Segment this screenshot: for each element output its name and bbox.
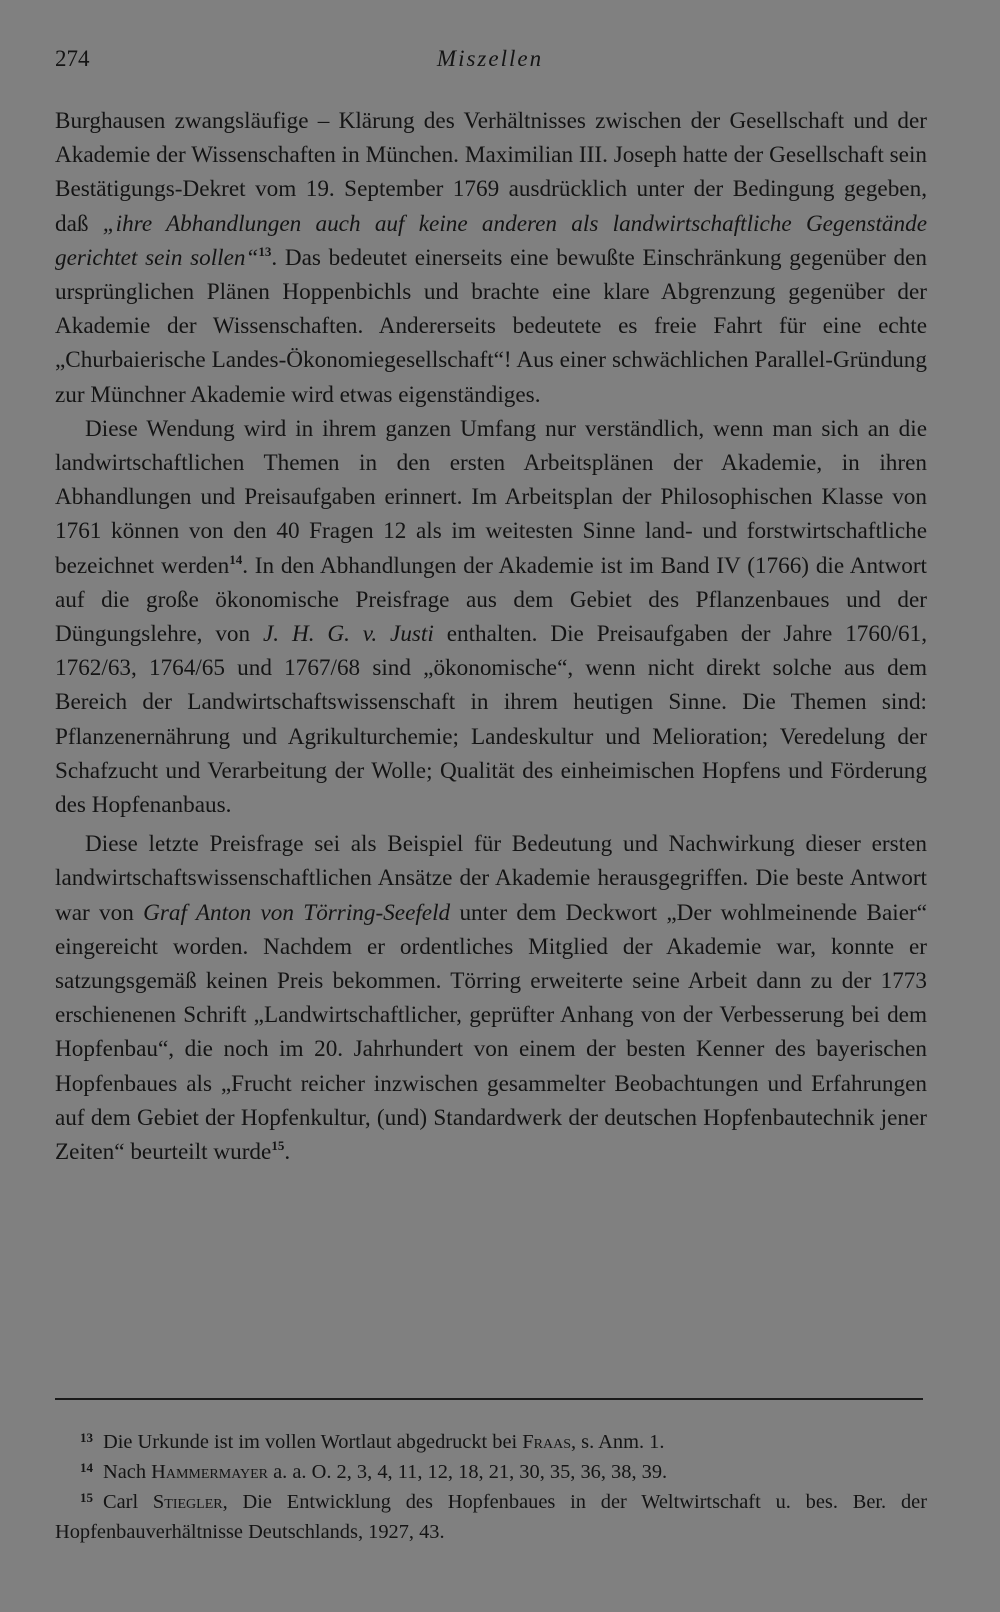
running-head: Miszellen xyxy=(436,46,544,71)
footnote-15 xyxy=(55,1487,927,1547)
footnote-15-text-a: Carl xyxy=(103,1491,153,1513)
footnote-13 xyxy=(55,1427,927,1457)
footnote-13-text-b: , s. Anm. 1. xyxy=(570,1431,665,1453)
footnote-15-author: Stiegler xyxy=(152,1491,223,1513)
footnote-number-13: 13 xyxy=(80,1430,93,1445)
body-text xyxy=(55,104,927,1169)
paragraph-3-text-c: . xyxy=(284,1139,291,1166)
paragraph-3-text-a: Diese letzte Preisfrage sei als Beispiel für Bedeutung und Nachwirkung dieser ersten landwirtschaftswissenschaftlichen Ansätze der Akademie herausgegriffen. Die beste Antwort war von xyxy=(55,831,927,926)
paragraph-1-text-a: Burghausen zwangsläufige – Klärung des Verhältnisses zwischen der Gesellschaft und der Akademie der Wissenschaften in München. Maximilian III. Joseph hatte der Gesellschaft sein Bestätigungs-Dekret vom 19. September 1769 ausdrücklich unter der Bedingung gegeben, daß xyxy=(55,108,927,237)
footnote-15-text-b: , Die Entwicklung des Hopfenbaues in der Weltwirtschaft u. bes. Ber. der Hopfenbauverhältnisse Deutschlands, 1927, 43. xyxy=(55,1491,927,1543)
footnote-14-text-a: Nach xyxy=(103,1461,152,1483)
paragraph-3-text-b: unter dem Deckwort „Der wohlmeinende Baier“ eingereicht worden. Nachdem er ordentliches Mitglied der Akademie war, konnte er satzungsgemäß keinen Preis bekommen. Törring erweiterte seine Arbeit dann zu der 1773 erschienenen Schrift „Landwirtschaftlicher, geprüfter Anhang von der Verbesserung bei dem Hopfenbau“, die noch im 20. Jahrhundert von einem der besten Kenner des bayerischen Hopfenbaues als „Frucht reicher inzwischen gesammelter Beobachtungen und Erfahrungen auf dem Gebiet der Hopfenkultur, (und) Standardwerk der deutschen Hopfenbautechnik jener Zeiten“ beurteilt wurde xyxy=(55,899,927,1166)
footnote-divider xyxy=(55,1398,923,1400)
footnote-ref-14[interactable]: 14 xyxy=(229,551,243,567)
footnote-number-15: 15 xyxy=(80,1490,93,1505)
footnote-14-author: Hammermayer xyxy=(151,1461,269,1483)
footnote-14-text-b: a. a. O. 2, 3, 4, 11, 12, 18, 21, 30, 35, 36, 38, 39. xyxy=(268,1461,668,1483)
paragraph-2-author-name: J. H. G. v. Justi xyxy=(263,621,434,648)
footnote-14 xyxy=(55,1457,927,1487)
paragraph-2-text-c: enthalten. Die Preisaufgaben der Jahre 1760/61, 1762/63, 1764/65 und 1767/68 sind „ökonomische“, wenn nicht direkt solche aus dem Bereich der Landwirtschaftswissenschaft in ihrem heutigen Sinne. Die Themen sind: Pflanzenernährung und Agrikulturchemie; Landeskultur und Melioration; Veredelung der Schafzucht und Verarbeitung der Wolle; Qualität des einheimischen Hopfens und Förderung des Hopfenanbaus. xyxy=(55,621,927,819)
paragraph-3-author-name: Graf Anton von Törring-Seefeld xyxy=(143,899,451,926)
footnote-number-14: 14 xyxy=(80,1460,93,1475)
footnote-ref-13[interactable]: 13 xyxy=(258,243,272,259)
paragraph-1-text-b: . Das bedeutet einerseits eine bewußte Einschränkung gegenüber den ursprünglichen Plänen Hoppenbichls und brachte eine klare Abgrenzung gegenüber der Akademie der Wissenschaften. Andererseits bedeutete es freie Fahrt für eine echte „Churbaierische Landes-Ökonomiegesellschaft“! Aus einer schwächlichen Parallel-Gründung zur Münchner Akademie wird etwas eigenständiges. xyxy=(55,244,927,408)
paragraph-2-text-a: Diese Wendung wird in ihrem ganzen Umfang nur verständlich, wenn man sich an die landwirtschaftlichen Themen in den ersten Arbeitsplänen der Akademie, in ihren Abhandlungen und Preisaufgaben erinnert. Im Arbeitsplan der Philosophischen Klasse von 1761 können von den 40 Fragen 12 als im weitesten Sinne land- und forstwirtschaftliche bezeichnet werden xyxy=(55,415,927,579)
footnotes xyxy=(55,1427,927,1547)
paragraph-1 xyxy=(55,104,927,412)
footnote-13-author: Fraas xyxy=(522,1431,571,1453)
footnote-ref-15[interactable]: 15 xyxy=(271,1138,285,1154)
footnote-13-text-a: Die Urkunde ist im vollen Wortlaut abgedruckt bei xyxy=(103,1431,523,1453)
page-number: 274 xyxy=(55,46,90,71)
paragraph-3 xyxy=(55,827,927,1169)
paragraph-1-quote: „ihre Abhandlungen auch auf keine anderen als landwirtschaftliche Gegenstände gerichtet sein sollen“ xyxy=(55,210,927,271)
paragraph-2 xyxy=(55,412,927,822)
paragraph-2-text-b: . In den Abhandlungen der Akademie ist im Band IV (1766) die Antwort auf die große ökonomische Preisfrage aus dem Gebiet des Pflanzenbaues und der Düngungslehre, von xyxy=(55,552,927,648)
page-header xyxy=(55,46,925,82)
